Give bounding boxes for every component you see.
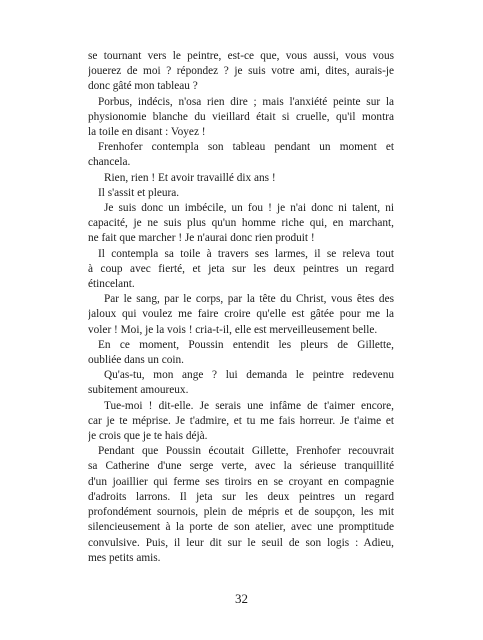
text-line: ne fait que marcher ! Je n'aurai donc rien produit ! [88,232,315,245]
text-line: capacité, je ne suis plus qu'un homme riche qui, en marchant, [88,217,394,230]
text-line: Par le sang, par le corps, par la tête du Christ, vous êtes des [104,293,394,306]
text-line: à coup avec fierté, et jeta sur les deux peintres un regard [88,262,394,275]
text-line: Porbus, indécis, n'osa rien dire ; mais l'anxiété peinte sur la [98,95,394,108]
text-line: car je te méprise. Je t'admire, et tu me fais horreur. Je t'aime et [88,414,394,427]
text-line: je crois que je te hais déjà. [88,430,208,443]
text-line: convulsive. Puis, il leur dit sur le seuil de son logis : Adieu, [88,536,394,549]
text-line: la toile en disant : Voyez ! [88,126,206,139]
text-line: chancela. [88,156,131,169]
text-line: donc gâté mon tableau ? [88,80,198,93]
text-line: se tournant vers le peintre, est-ce que, vous aussi, vous vous [88,50,394,62]
text-line: Pendant que Poussin écoutait Gillette, Frenhofer recouvrait [98,445,394,458]
text-line: Il s'assit et pleura. [98,186,180,199]
page-number: 32 [235,591,248,606]
text-line: oubliée dans un coin. [88,354,185,367]
text-line: jouerez de moi ? répondez ? je suis votre ami, dites, aurais-je [88,65,394,78]
text-line: Frenhofer contempla son tableau pendant un moment et [98,141,394,154]
text-line: mes petits amis. [88,551,161,564]
text-line: d'adroits larrons. Il jeta sur les deux peintres un regard [88,490,394,503]
text-line: Il contempla sa toile à travers ses larmes, il se releva tout [98,247,394,260]
text-line: subitement amoureux. [88,384,189,397]
text-line: étincelant. [88,278,135,291]
text-line: silencieusement à la porte de son atelier, avec une promptitude [88,521,394,534]
text-line: voler ! Moi, je la vois ! cria-t-il, elle est merveilleusement belle. [88,323,378,336]
text-line: Qu'as-tu, mon ange ? lui demanda le peintre redevenu [104,369,394,382]
text-line: sa Catherine d'une serge verte, avec la sérieuse tranquillité [88,460,394,473]
body-text [88,49,394,566]
text-line: physionomie blanche du vieillard était si cruelle, qu'il montra [88,110,394,123]
text-line: Rien, rien ! Et avoir travaillé dix ans ! [104,171,276,184]
text-line: d'un joaillier qui ferme ses tiroirs en se croyant en compagnie [88,475,394,488]
text-line: Tue-moi ! dit-elle. Je serais une infâme de t'aimer encore, [104,399,394,412]
text-line: jaloux qui voulez me faire croire qu'elle est gâtée pour me la [88,308,394,321]
text-line: Je suis donc un imbécile, un fou ! je n'ai donc ni talent, ni [104,202,394,215]
text-line: En ce moment, Poussin entendit les pleurs de Gillette, [98,338,394,351]
text-line: profondément sournois, plein de mépris et de soupçon, les mit [88,506,394,519]
